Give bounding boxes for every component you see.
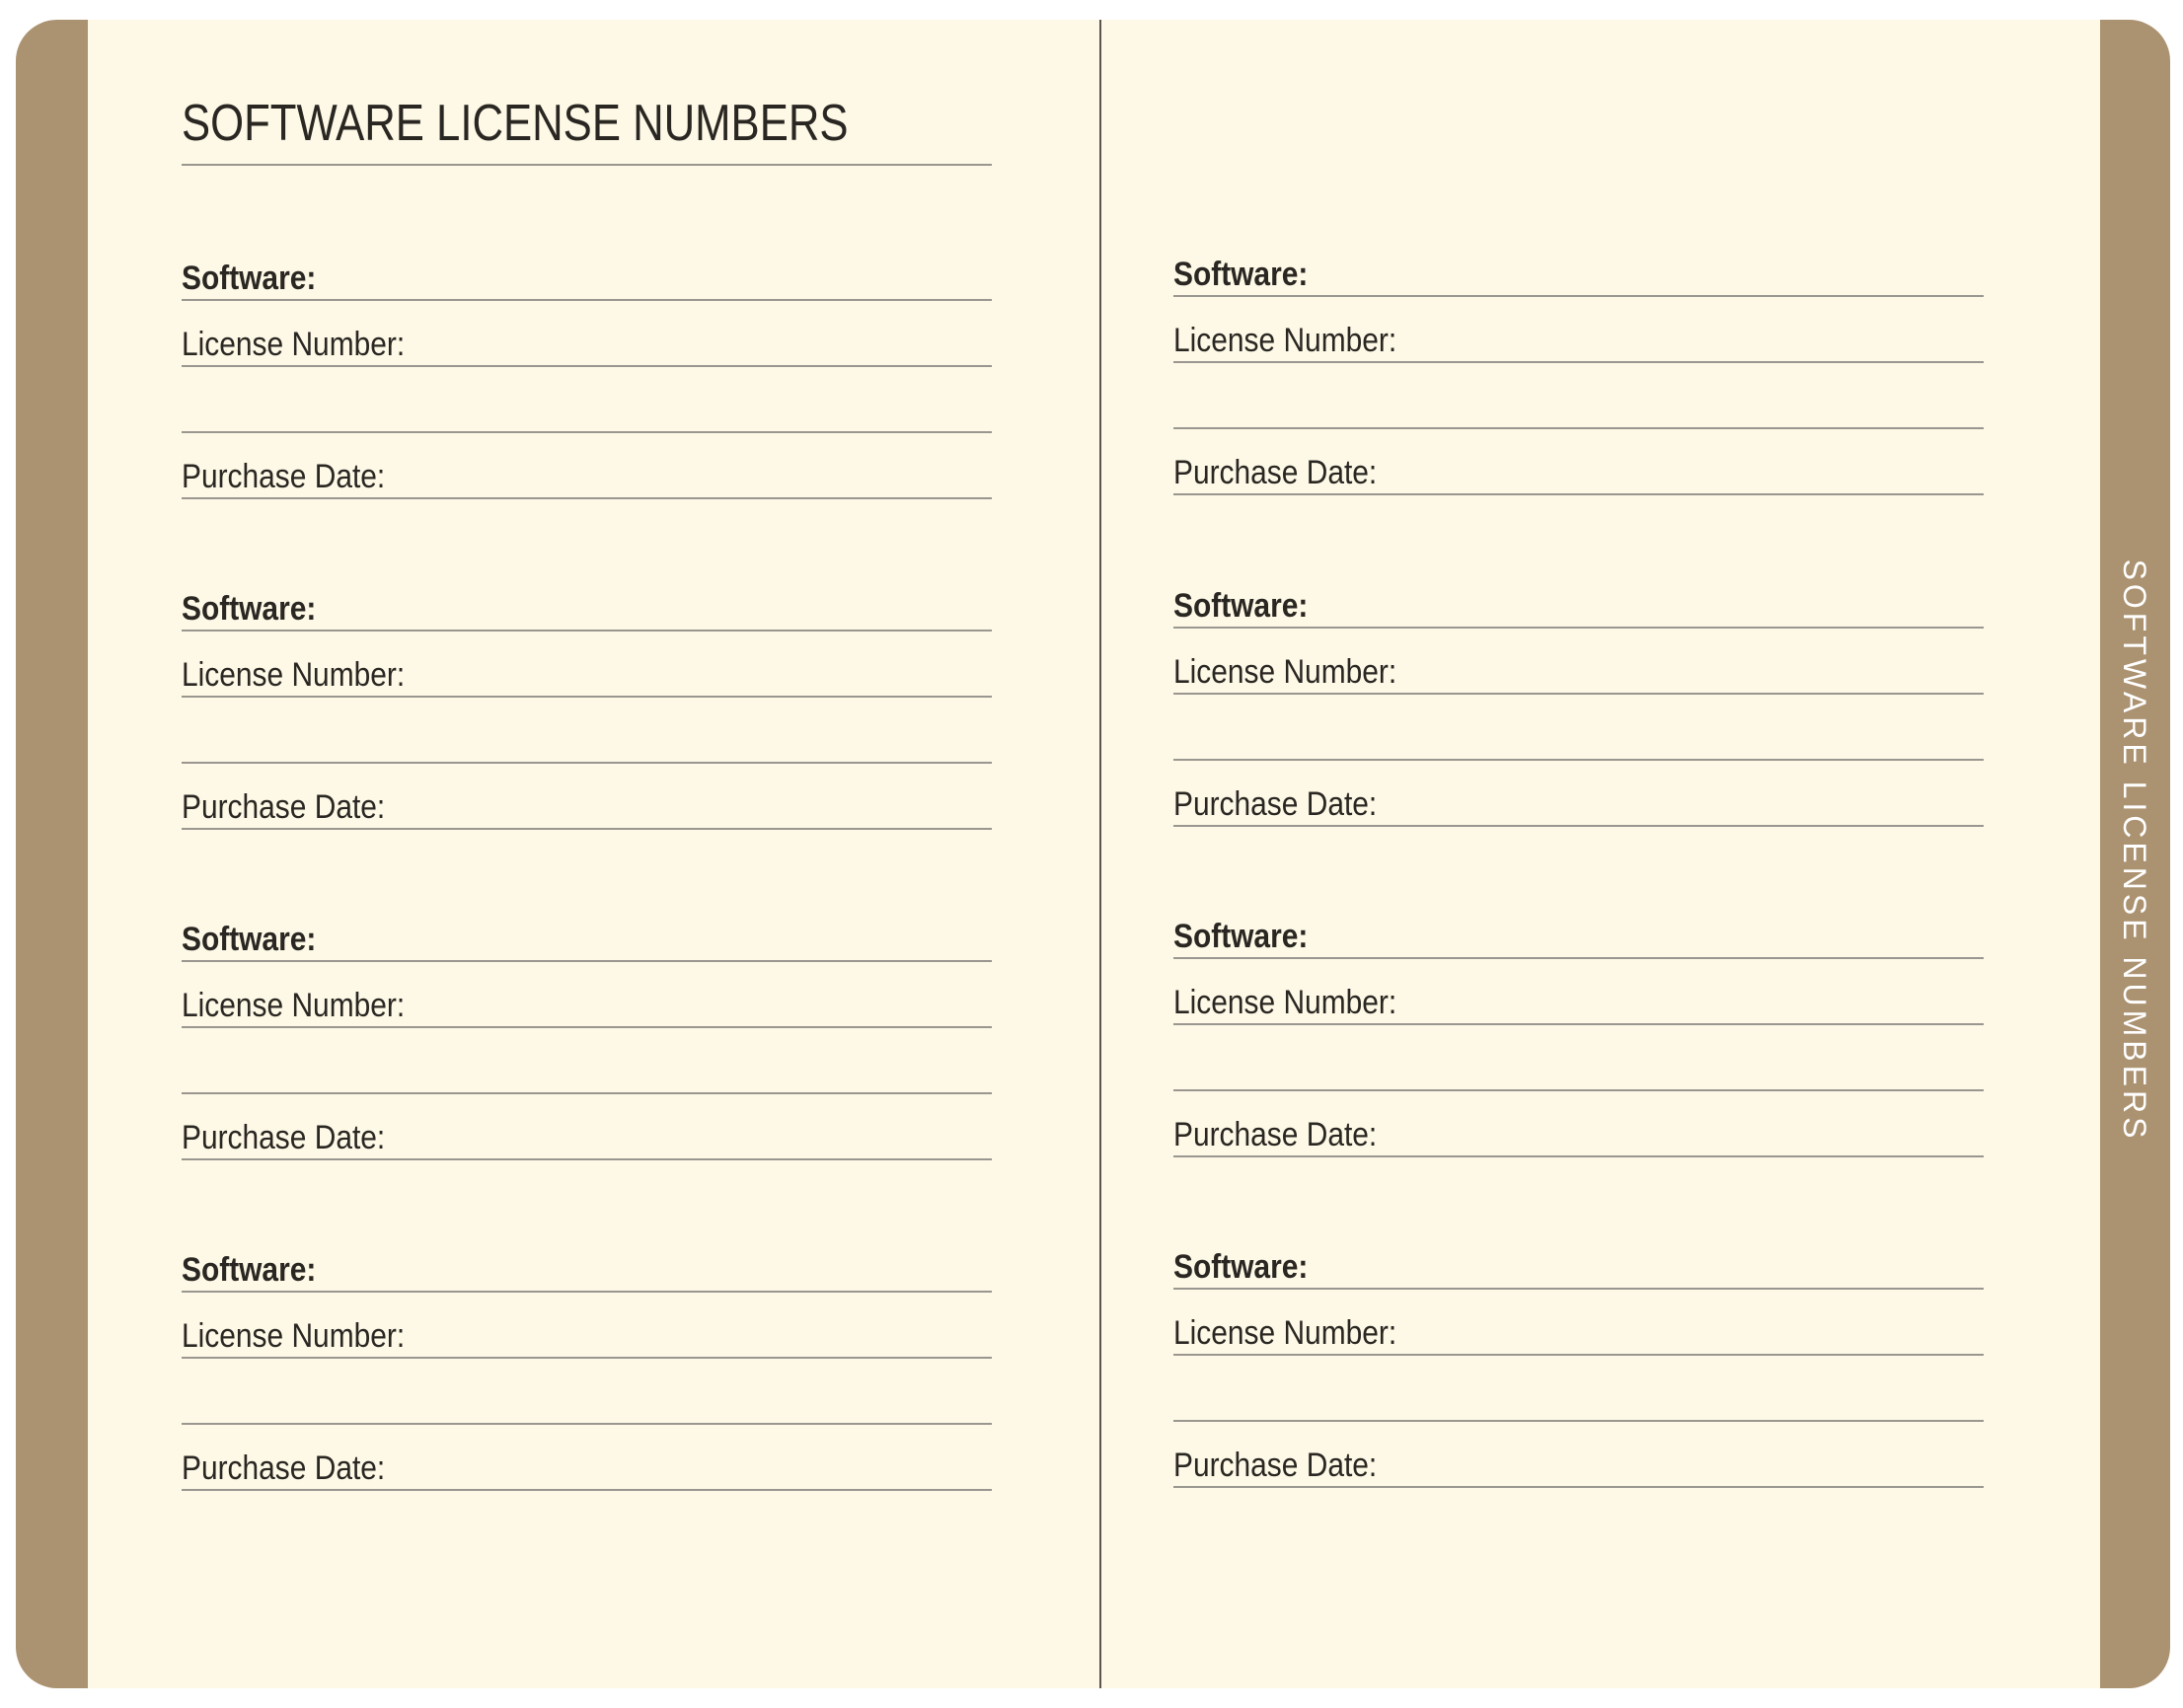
license-number-label: License Number:	[1173, 653, 1397, 691]
license-number-line[interactable]	[182, 301, 992, 367]
purchase-date-label: Purchase Date:	[1173, 454, 1378, 491]
software-line[interactable]	[1173, 1224, 1984, 1290]
software-line[interactable]	[1173, 231, 1984, 297]
software-label: Software:	[1173, 918, 1309, 955]
license-entry-6	[1173, 562, 1984, 827]
license-entry-1	[182, 235, 992, 499]
license-number-line[interactable]	[182, 631, 992, 698]
software-label: Software:	[182, 590, 317, 628]
license-number-label: License Number:	[182, 326, 406, 363]
right-page	[1101, 20, 2100, 1688]
license-number-line[interactable]	[1173, 959, 1984, 1025]
license-number-continuation-line[interactable]	[182, 1359, 992, 1425]
software-line[interactable]	[182, 1226, 992, 1293]
license-number-continuation-line[interactable]	[1173, 363, 1984, 429]
license-number-label: License Number:	[1173, 1314, 1397, 1352]
license-entry-5	[1173, 231, 1984, 495]
purchase-date-label: Purchase Date:	[182, 1449, 386, 1487]
license-entry-8	[1173, 1224, 1984, 1488]
purchase-date-line[interactable]	[182, 1425, 992, 1491]
license-number-continuation-line[interactable]	[182, 367, 992, 433]
license-number-line[interactable]	[1173, 297, 1984, 363]
software-line[interactable]	[182, 565, 992, 631]
page-title	[182, 85, 992, 166]
license-number-continuation-line[interactable]	[182, 698, 992, 764]
purchase-date-line[interactable]	[182, 1094, 992, 1160]
purchase-date-label: Purchase Date:	[1173, 1116, 1378, 1153]
purchase-date-label: Purchase Date:	[1173, 1447, 1378, 1484]
license-number-continuation-line[interactable]	[182, 1028, 992, 1094]
license-number-continuation-line[interactable]	[1173, 1025, 1984, 1091]
purchase-date-label: Purchase Date:	[182, 458, 386, 495]
license-number-label: License Number:	[182, 656, 406, 694]
license-entry-3	[182, 896, 992, 1160]
software-label: Software:	[1173, 256, 1309, 293]
license-entry-2	[182, 565, 992, 830]
purchase-date-label: Purchase Date:	[182, 1119, 386, 1156]
software-label: Software:	[1173, 587, 1309, 625]
purchase-date-line[interactable]	[1173, 1091, 1984, 1157]
software-line[interactable]	[182, 896, 992, 962]
purchase-date-line[interactable]	[1173, 761, 1984, 827]
software-label: Software:	[1173, 1248, 1309, 1286]
license-number-line[interactable]	[182, 1293, 992, 1359]
license-number-label: License Number:	[182, 987, 406, 1024]
software-line[interactable]	[1173, 893, 1984, 959]
license-number-label: License Number:	[1173, 984, 1397, 1021]
license-number-label: License Number:	[1173, 322, 1397, 359]
license-entry-4	[182, 1226, 992, 1491]
software-line[interactable]	[1173, 562, 1984, 629]
purchase-date-line[interactable]	[1173, 1422, 1984, 1488]
software-line[interactable]	[182, 235, 992, 301]
license-number-continuation-line[interactable]	[1173, 1356, 1984, 1422]
purchase-date-line[interactable]	[1173, 429, 1984, 495]
section-tab-label: SOFTWARE LICENSE NUMBERS	[2117, 558, 2152, 1143]
software-label: Software:	[182, 1251, 317, 1289]
purchase-date-label: Purchase Date:	[1173, 785, 1378, 823]
purchase-date-line[interactable]	[182, 433, 992, 499]
license-number-continuation-line[interactable]	[1173, 695, 1984, 761]
purchase-date-label: Purchase Date:	[182, 788, 386, 826]
license-number-label: License Number:	[182, 1317, 406, 1355]
license-number-line[interactable]	[182, 962, 992, 1028]
license-number-line[interactable]	[1173, 629, 1984, 695]
section-tab[interactable]	[2100, 20, 2170, 1688]
purchase-date-line[interactable]	[182, 764, 992, 830]
license-entry-7	[1173, 893, 1984, 1157]
notebook-spread	[16, 20, 2170, 1688]
left-page	[88, 20, 1100, 1688]
page-title-text: SOFTWARE LICENSE NUMBERS	[182, 95, 849, 152]
software-label: Software:	[182, 921, 317, 958]
software-label: Software:	[182, 260, 317, 297]
license-number-line[interactable]	[1173, 1290, 1984, 1356]
